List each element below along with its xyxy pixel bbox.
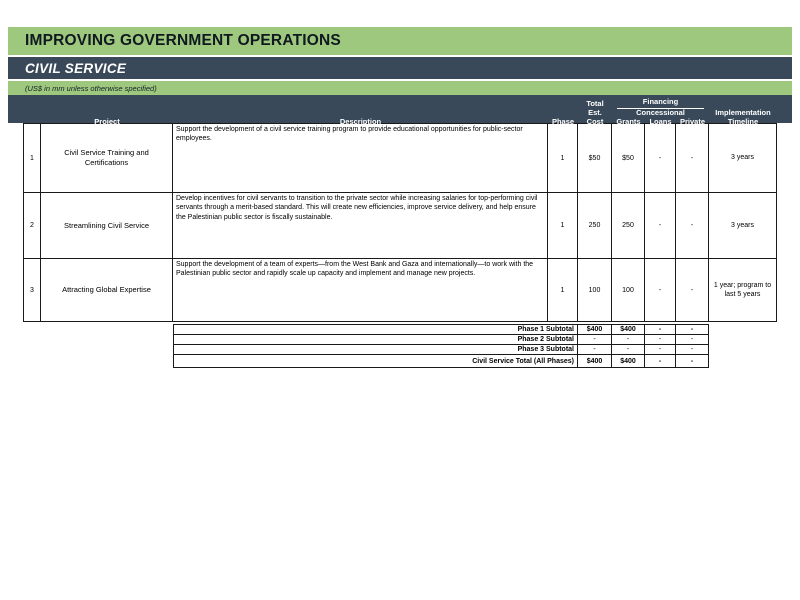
summary-private-cell: - — [676, 325, 709, 335]
row-number-cell: 1 — [23, 124, 41, 193]
title-band — [8, 27, 792, 55]
table-row — [23, 124, 777, 193]
table-header-row — [23, 97, 777, 126]
concessional-label: Concessional — [636, 107, 685, 117]
summary-row-grand-total — [173, 355, 709, 368]
loans-cell: - — [645, 193, 676, 259]
phase-cell: 1 — [548, 193, 578, 259]
summary-label: Phase 3 Subtotal — [173, 345, 578, 355]
column-header-phase: Phase — [551, 116, 575, 126]
cost-cell: $50 — [578, 124, 612, 193]
description-cell: Support the development of a team of experts—from the West Bank and Gaza and internationally—to work with the Palestinian public sector and rapidly scale up capacity and implement and manage new projects. — [173, 259, 548, 322]
summary-cost-cell: $400 — [578, 325, 612, 335]
summary-table — [173, 324, 709, 368]
description-cell: Support the development of a civil service training program to provide educational opportunities for public-sector employees. — [173, 124, 548, 193]
column-header-implementation-timeline: Implementation Timeline — [715, 107, 771, 126]
summary-grants-cell: - — [612, 335, 645, 345]
financing-label: Financing — [617, 98, 704, 109]
timeline-cell: 1 year; program to last 5 years — [709, 259, 777, 322]
summary-grants-cell: $400 — [612, 355, 645, 368]
section-title: CIVIL SERVICE — [25, 60, 127, 76]
summary-row-phase1 — [173, 325, 709, 335]
private-cell: - — [676, 124, 709, 193]
project-cell: Streamlining Civil Service — [41, 193, 173, 259]
section-band — [8, 57, 792, 79]
units-note-band — [8, 81, 792, 95]
report-sheet — [8, 27, 792, 368]
summary-row-phase3 — [173, 345, 709, 355]
summary-private-cell: - — [676, 335, 709, 345]
description-cell: Develop incentives for civil servants to transition to the private sector while increasing salaries for top-performing civil servants through a merit-based standard. This will create new efficiencies, improve service delivery, and help ensure the Palestinian public sector is fiscally sustainable. — [173, 193, 548, 259]
cost-cell: 250 — [578, 193, 612, 259]
grants-cell: 100 — [612, 259, 645, 322]
column-header-project: Project — [94, 116, 120, 126]
summary-private-cell: - — [676, 355, 709, 368]
financing-group-header — [612, 98, 709, 127]
column-header-total-est-cost: Total Est. Cost — [586, 99, 604, 126]
phase-cell: 1 — [548, 124, 578, 193]
summary-loans-cell: - — [645, 325, 676, 335]
row-number-cell: 3 — [23, 259, 41, 322]
project-cell: Civil Service Training and Certifications — [41, 124, 173, 193]
summary-cost-cell: $400 — [578, 355, 612, 368]
private-cell: - — [676, 259, 709, 322]
summary-label: Phase 2 Subtotal — [173, 335, 578, 345]
table-header-band — [8, 95, 792, 126]
summary-label: Civil Service Total (All Phases) — [173, 355, 578, 368]
units-note: (US$ in mm unless otherwise specified) — [25, 83, 157, 93]
row-number-cell: 2 — [23, 193, 41, 259]
grants-cell: 250 — [612, 193, 645, 259]
loans-cell: - — [645, 259, 676, 322]
summary-grants-cell: - — [612, 345, 645, 355]
private-cell: - — [676, 193, 709, 259]
column-header-private: Private — [679, 116, 706, 126]
phase-cell: 1 — [548, 259, 578, 322]
summary-label: Phase 1 Subtotal — [173, 325, 578, 335]
column-header-description: Description — [339, 116, 382, 126]
summary-loans-cell: - — [645, 335, 676, 345]
table-row — [23, 193, 777, 259]
summary-cost-cell: - — [578, 345, 612, 355]
summary-cost-cell: - — [578, 335, 612, 345]
summary-loans-cell: - — [645, 345, 676, 355]
summary-loans-cell: - — [645, 355, 676, 368]
loans-cell: - — [645, 124, 676, 193]
timeline-cell: 3 years — [709, 124, 777, 193]
project-cell: Attracting Global Expertise — [41, 259, 173, 322]
projects-table — [23, 123, 777, 322]
timeline-cell: 3 years — [709, 193, 777, 259]
summary-grants-cell: $400 — [612, 325, 645, 335]
summary-private-cell: - — [676, 345, 709, 355]
column-header-loans: Loans — [649, 116, 672, 126]
column-header-grants: Grants — [616, 116, 641, 126]
grants-cell: $50 — [612, 124, 645, 193]
cost-cell: 100 — [578, 259, 612, 322]
page-title: IMPROVING GOVERNMENT OPERATIONS — [25, 32, 341, 49]
summary-row-phase2 — [173, 335, 709, 345]
table-row — [23, 259, 777, 322]
